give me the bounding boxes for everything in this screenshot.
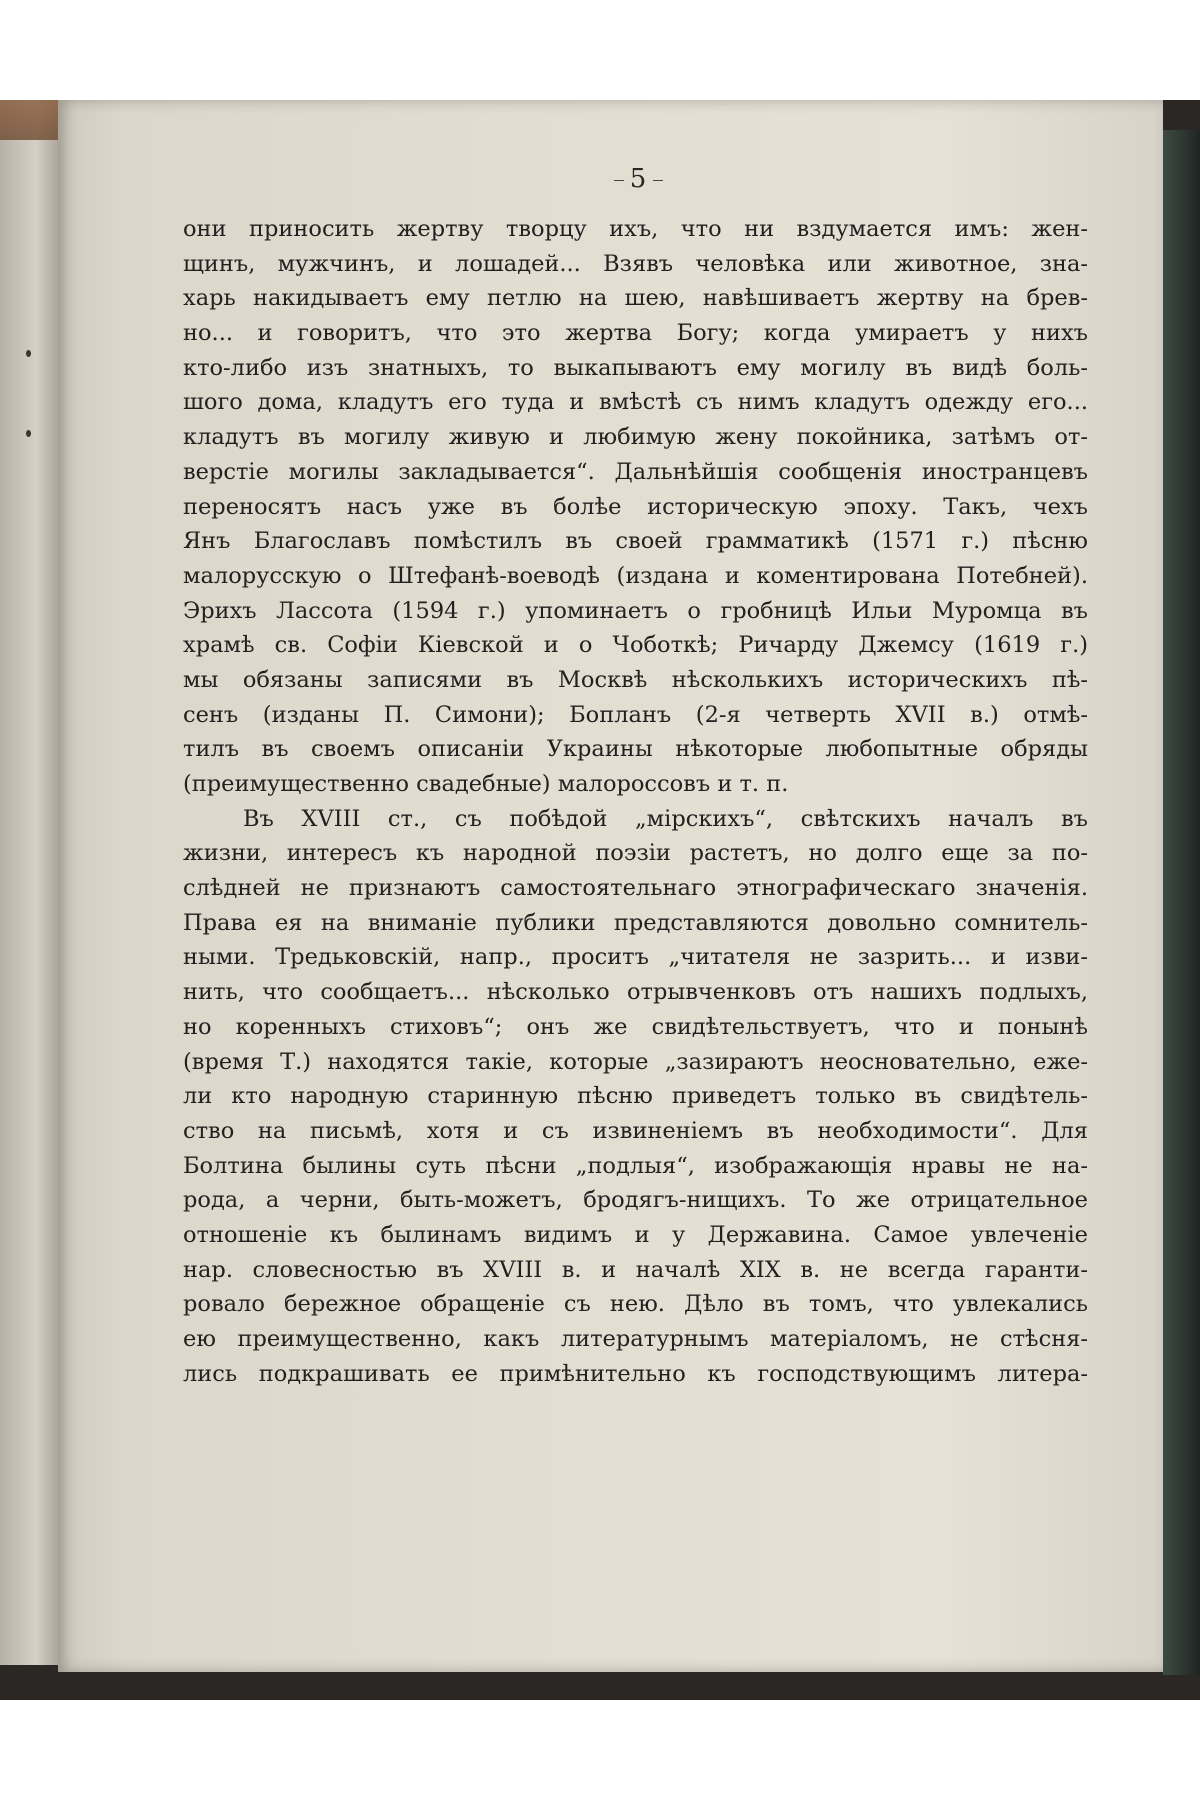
text-line: щинъ, мужчинъ, и лошадей... Взявъ человѣка или животное, зна- <box>183 250 1088 277</box>
text-line: кладутъ въ могилу живую и любимую жену покойника, затѣмъ от- <box>183 424 1088 451</box>
text-line: ство на письмѣ, хотя и съ извиненіемъ въ необходимости“. Для <box>183 1117 1088 1144</box>
text-line: верстіе могилы закладывается“. Дальнѣйшія сообщенія иностранцевъ <box>183 458 1088 485</box>
page-text <box>183 212 1088 1391</box>
text-line: тилъ въ своемъ описаніи Украины нѣкоторые любопытные обряды <box>183 736 1088 763</box>
binding-hole <box>26 350 31 357</box>
text-line: отношеніе къ былинамъ видимъ и у Державина. Самое увлеченіе <box>183 1221 1088 1248</box>
text-line: жизни, интересъ къ народной поэзіи растетъ, но долго еще за по- <box>183 840 1088 867</box>
text-line: Права ея на вниманіе публики представляются довольно сомнитель- <box>183 909 1088 936</box>
text-line: (время Т.) находятся такіе, которые „зазираютъ неосновательно, еже- <box>183 1048 1088 1075</box>
text-line: Эрихъ Лассота (1594 г.) упоминаетъ о гробницѣ Ильи Муромца въ <box>183 597 1088 624</box>
text-line: кто-либо изъ знатныхъ, то выкапываютъ ему могилу въ видѣ боль- <box>183 354 1088 381</box>
text-line: мы обязаны записями въ Москвѣ нѣсколькихъ историческихъ пѣ- <box>183 666 1088 693</box>
text-line: нить, что сообщаетъ... нѣсколько отрывченковъ отъ нашихъ подлыхъ, <box>183 979 1088 1006</box>
text-line: Янъ Благославъ помѣстилъ въ своей грамматикѣ (1571 г.) пѣсню <box>183 528 1088 555</box>
text-line: ли кто народную старинную пѣсню приведетъ только въ свидѣтель- <box>183 1083 1088 1110</box>
text-line: они приносить жертву творцу ихъ, что ни вздумается имъ: жен- <box>183 216 1088 242</box>
binding-hole <box>26 430 31 437</box>
text-line: Въ XVIII ст., съ побѣдой „мірскихъ“, свѣтскихъ началъ въ <box>243 805 1088 832</box>
text-line: лись подкрашивать ее примѣнительно къ господствующимъ литера- <box>183 1360 1088 1387</box>
text-line: слѣдней не признаютъ самостоятельнаго этнографическаго значенія. <box>183 875 1088 902</box>
text-line: ными. Тредьковскій, напр., проситъ „читателя не зазрить... и изви- <box>183 944 1088 971</box>
text-line: Болтина былины суть пѣсни „подлыя“, изображающія нравы не на- <box>183 1152 1088 1179</box>
text-line: ею преимущественно, какъ литературнымъ матеріаломъ, не стѣсня- <box>183 1326 1088 1352</box>
facing-page-edge <box>0 100 62 1665</box>
page-number: 5 <box>86 164 1191 194</box>
text-line: но коренныхъ стиховъ“; онъ же свидѣтельствуетъ, что и понынѣ <box>183 1013 1088 1040</box>
text-line: храмѣ св. Софіи Кіевской и о Чоботкѣ; Ричарду Джемсу (1619 г.) <box>183 632 1088 659</box>
text-line: рода, а черни, быть-можетъ, бродягъ-нищихъ. То же отрицательное <box>183 1187 1088 1214</box>
text-line: но... и говоритъ, что это жертва Богу; когда умираетъ у нихъ <box>183 320 1088 347</box>
book-photograph <box>0 100 1200 1700</box>
text-line: харь накидываетъ ему петлю на шею, навѣшиваетъ жертву на брев- <box>183 285 1088 312</box>
book-cover-edge <box>1163 130 1200 1675</box>
text-line: ровало бережное обращеніе съ нею. Дѣло въ томъ, что увлекались <box>183 1291 1088 1318</box>
text-line: шого дома, кладутъ его туда и вмѣстѣ съ нимъ кладутъ одежду его... <box>183 389 1088 416</box>
text-line: сенъ (изданы П. Симони); Бопланъ (2-я четверть XVII в.) отмѣ- <box>183 701 1088 728</box>
text-line: нар. словесностью въ XVIII в. и началѣ XIX в. не всегда гаранти- <box>183 1256 1088 1283</box>
book-page <box>58 100 1163 1672</box>
text-line: малорусскую о Штефанѣ-воеводѣ (издана и коментирована Потебней). <box>183 562 1088 589</box>
text-line: переносятъ насъ уже въ болѣе историческую эпоху. Такъ, чехъ <box>183 493 1088 520</box>
text-line: (преимущественно свадебные) малороссовъ и т. п. <box>183 771 789 797</box>
